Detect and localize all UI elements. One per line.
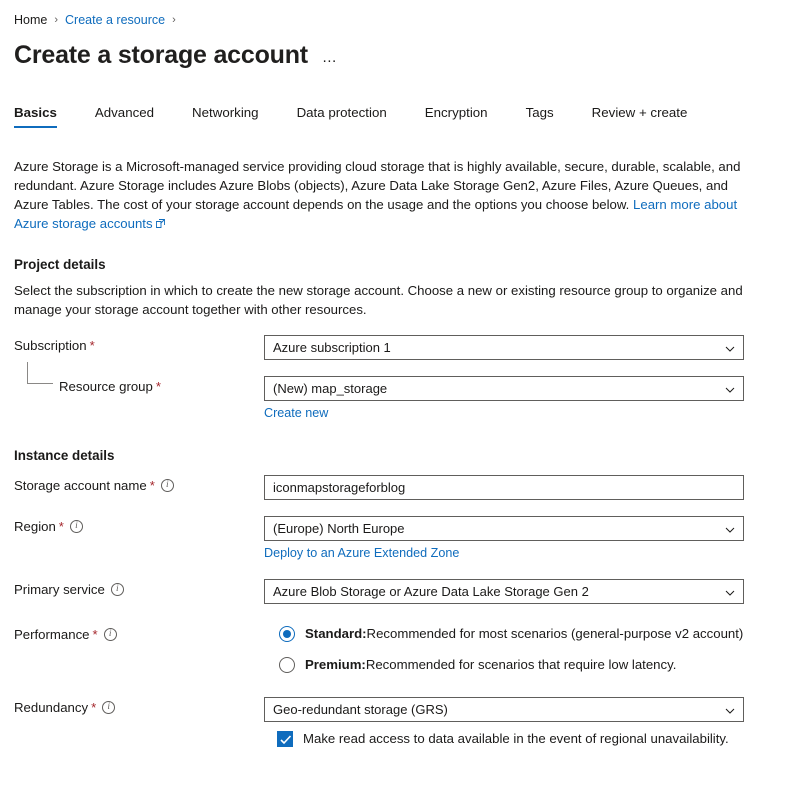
- redundancy-field-col: [264, 697, 772, 747]
- tab-data-protection[interactable]: Data protection: [296, 104, 387, 120]
- subscription-label: Subscription: [14, 337, 87, 353]
- performance-option-premium[interactable]: [277, 657, 772, 673]
- field-row-region: [14, 516, 772, 562]
- redundancy-value: Geo-redundant storage (GRS): [273, 701, 448, 717]
- create-new-resource-group-link[interactable]: Create new: [264, 405, 329, 420]
- field-row-resource-group: [14, 376, 772, 422]
- info-icon[interactable]: i: [161, 479, 174, 492]
- performance-required-marker: *: [92, 626, 98, 642]
- performance-option-standard[interactable]: [277, 626, 772, 642]
- info-icon[interactable]: i: [111, 583, 124, 596]
- radio-unselected-icon[interactable]: [279, 657, 295, 673]
- checkbox-checked-icon[interactable]: [277, 731, 293, 747]
- performance-label: Performance: [14, 626, 90, 642]
- chevron-down-icon: [725, 342, 735, 352]
- intro-paragraph: [14, 157, 754, 233]
- field-row-performance: [14, 624, 772, 673]
- region-field-col: [264, 516, 772, 562]
- resource-group-label: Resource group: [59, 378, 153, 394]
- resource-group-required-marker: *: [155, 378, 161, 394]
- field-row-redundancy: [14, 697, 772, 747]
- primary-service-select[interactable]: [264, 579, 744, 604]
- deploy-extended-zone-link[interactable]: Deploy to an Azure Extended Zone: [264, 545, 460, 560]
- subscription-select[interactable]: [264, 335, 744, 360]
- page-title: Create a storage account: [14, 41, 308, 69]
- tab-tags[interactable]: Tags: [525, 104, 554, 120]
- breadcrumb: [14, 10, 772, 30]
- instance-details-heading: Instance details: [14, 447, 115, 463]
- field-row-subscription: [14, 335, 772, 360]
- region-label-group: [14, 516, 264, 534]
- performance-option-premium-strong: Premium:: [305, 657, 366, 672]
- primary-service-value: Azure Blob Storage or Azure Data Lake Storage Gen 2: [273, 583, 589, 599]
- subscription-field-col: [264, 335, 772, 360]
- performance-option-standard-text: Recommended for most scenarios (general-purpose v2 account): [366, 626, 744, 641]
- redundancy-select[interactable]: [264, 697, 744, 722]
- redundancy-required-marker: *: [91, 699, 97, 715]
- resource-group-label-group: [14, 376, 264, 394]
- breadcrumb-item-create-a-resource[interactable]: Create a resource: [65, 13, 166, 27]
- storage-account-name-label: Storage account name: [14, 477, 147, 493]
- geo-read-access-checkbox-label: Make read access to data available in the event of regional unavailability.: [303, 731, 729, 746]
- chevron-down-icon: [725, 383, 735, 393]
- storage-account-name-label-group: [14, 475, 264, 493]
- primary-service-label-group: [14, 579, 264, 597]
- info-icon[interactable]: i: [70, 520, 83, 533]
- breadcrumb-separator-icon: ›: [54, 14, 59, 26]
- external-link-icon: [156, 219, 165, 228]
- chevron-down-icon: [725, 523, 735, 533]
- learn-more-link-label: Learn more about Azure storage accounts: [14, 196, 738, 231]
- field-row-storage-account-name: [14, 475, 772, 500]
- tab-bar: [14, 98, 772, 128]
- project-details-description: Select the subscription in which to create the new storage account. Choose a new or existing resource group to organize and manage your storage account together with other resources.: [14, 282, 743, 317]
- tab-networking[interactable]: Networking: [192, 104, 259, 120]
- storage-account-name-input[interactable]: iconmapstorageforblog: [264, 475, 744, 500]
- resource-group-value: (New) map_storage: [273, 380, 388, 396]
- resource-group-select[interactable]: [264, 376, 744, 401]
- info-icon[interactable]: i: [102, 701, 115, 714]
- performance-option-premium-text: Recommended for scenarios that require low latency.: [365, 657, 677, 672]
- chevron-down-icon: [725, 704, 735, 714]
- region-label: Region: [14, 518, 56, 534]
- tab-basics[interactable]: Basics: [14, 105, 76, 128]
- radio-selected-icon[interactable]: [279, 626, 295, 642]
- storage-account-name-required-marker: *: [149, 477, 155, 493]
- project-details-heading: Project details: [14, 256, 106, 272]
- geo-read-access-checkbox-row[interactable]: [264, 731, 772, 747]
- subscription-label-group: [14, 335, 264, 353]
- region-value: (Europe) North Europe: [273, 520, 405, 536]
- tree-connector-icon: [27, 362, 53, 384]
- more-options-button[interactable]: …: [321, 48, 339, 66]
- storage-account-name-field-col: [264, 475, 772, 500]
- breadcrumb-item-home[interactable]: Home: [14, 13, 48, 27]
- tab-encryption[interactable]: Encryption: [424, 104, 488, 120]
- intro-text: Azure Storage is a Microsoft-managed service providing cloud storage that is highly available, secure, durable, scalable, and redundant. Azure Storage includes Azure Blobs (objects), Azure Data Lake Storage Gen2, Azure Files, Azure Queues, and Azure Tables. The cost of your storage account depends on the usage and the options you choose below.: [14, 158, 741, 212]
- field-row-primary-service: [14, 579, 772, 604]
- performance-radio-group: [264, 624, 772, 673]
- primary-service-label: Primary service: [14, 581, 105, 597]
- tab-review-create[interactable]: Review + create: [591, 104, 688, 120]
- redundancy-label-group: [14, 697, 264, 715]
- performance-option-standard-strong: Standard:: [305, 626, 367, 641]
- tab-advanced[interactable]: Advanced: [94, 104, 155, 120]
- redundancy-label: Redundancy: [14, 699, 89, 715]
- subscription-required-marker: *: [89, 337, 95, 353]
- region-select[interactable]: [264, 516, 744, 541]
- primary-service-field-col: [264, 579, 772, 604]
- info-icon[interactable]: i: [104, 628, 117, 641]
- chevron-down-icon: [725, 586, 735, 596]
- subscription-value: Azure subscription 1: [273, 339, 391, 355]
- title-row: [14, 42, 772, 70]
- performance-label-group: [14, 624, 264, 642]
- breadcrumb-separator-icon-2: ›: [172, 14, 176, 26]
- region-required-marker: *: [58, 518, 64, 534]
- resource-group-field-col: [264, 376, 772, 422]
